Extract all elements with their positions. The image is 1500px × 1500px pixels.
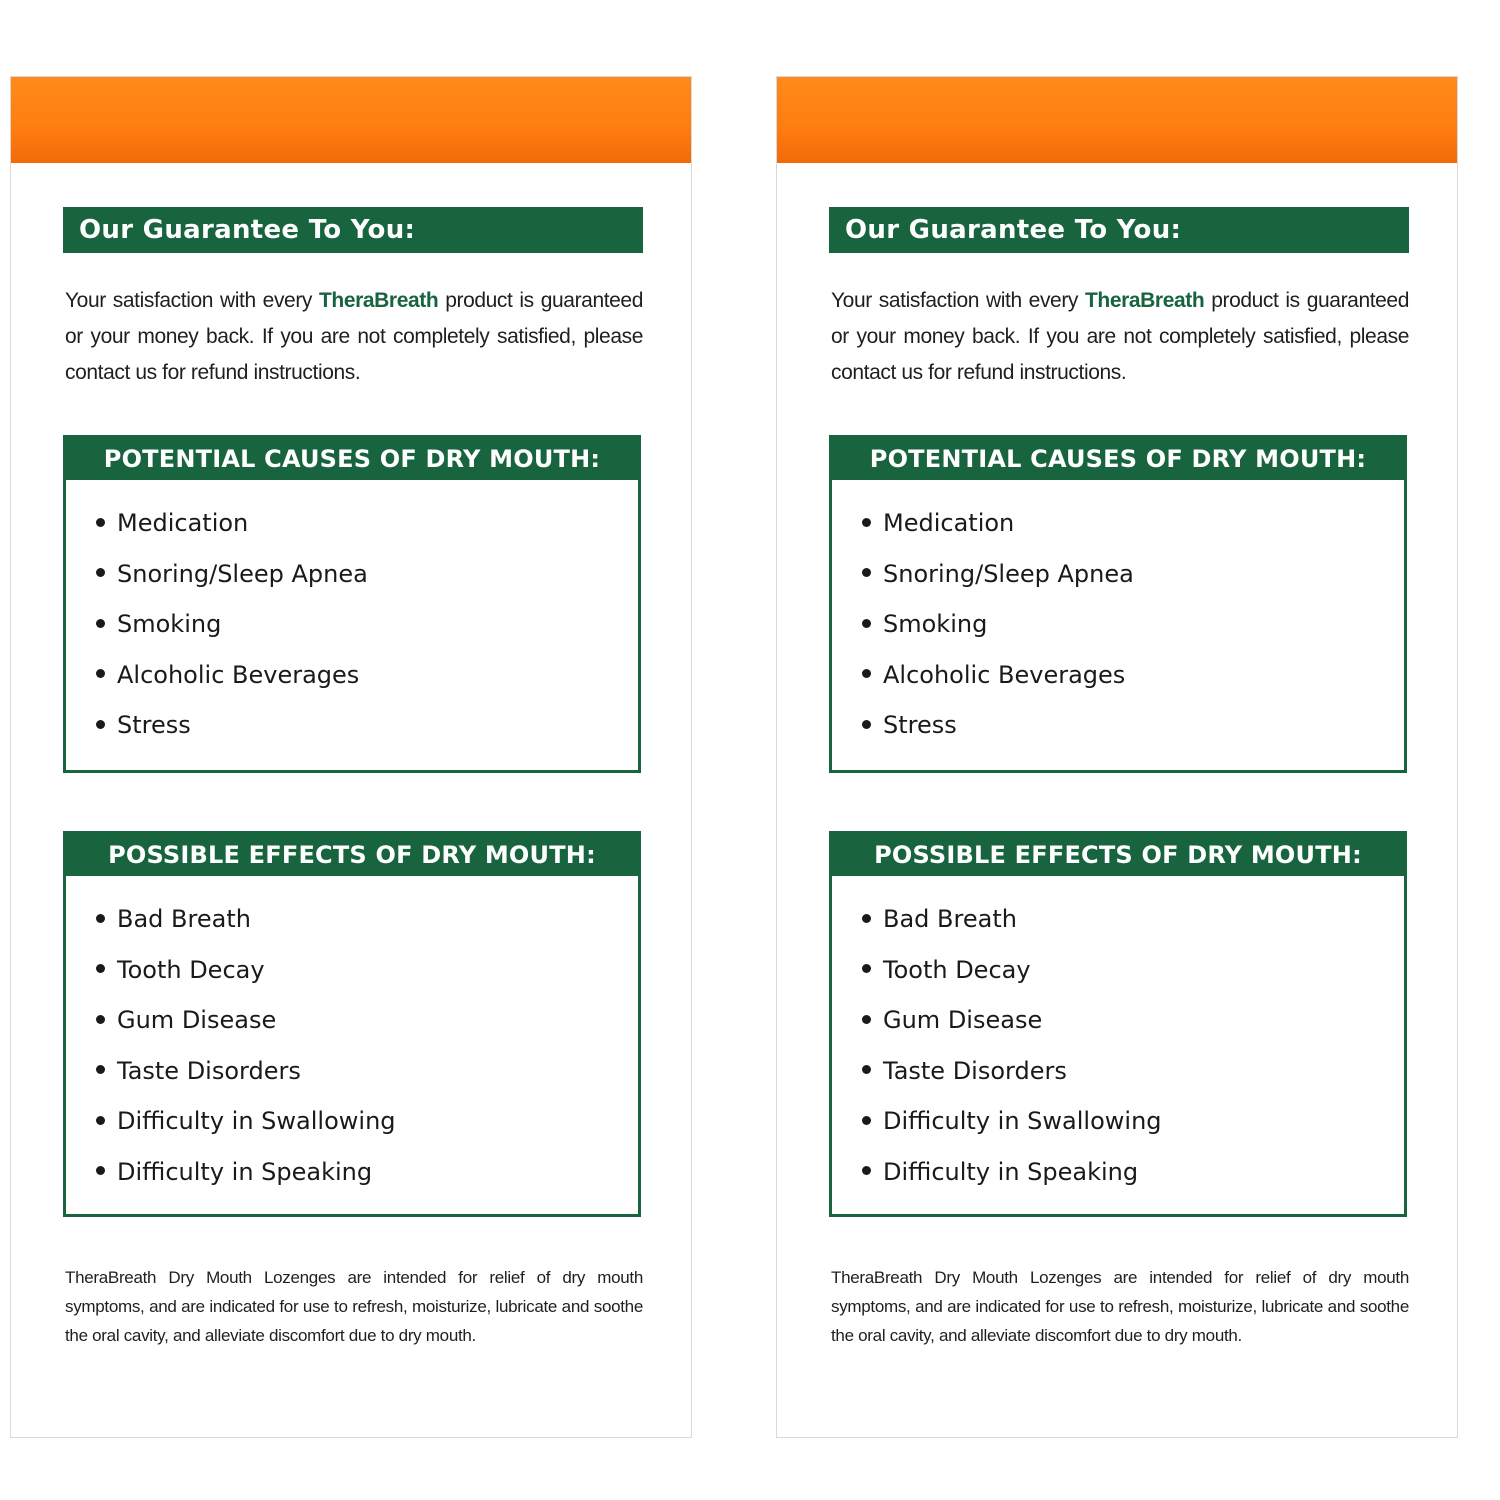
bullet-icon: [862, 914, 871, 923]
bullet-icon: [96, 1166, 105, 1175]
effect-label: Difficulty in Swallowing: [117, 1107, 396, 1135]
list-item: [96, 945, 638, 996]
cause-label: Alcoholic Beverages: [117, 660, 360, 689]
orange-header-band: [777, 77, 1457, 163]
effect-label: Bad Breath: [117, 905, 251, 933]
list-item: [96, 700, 638, 751]
list-item: [862, 650, 1404, 701]
causes-list: [66, 480, 638, 751]
bullet-icon: [862, 964, 871, 973]
list-item: [96, 1096, 638, 1147]
bullet-icon: [862, 669, 871, 678]
effect-label: Gum Disease: [883, 1006, 1043, 1034]
bullet-icon: [96, 720, 105, 729]
cause-label: Medication: [883, 509, 1015, 537]
bullet-icon: [862, 1065, 871, 1074]
bullet-icon: [96, 964, 105, 973]
effects-title: POSSIBLE EFFECTS OF DRY MOUTH:: [66, 834, 638, 876]
effect-label: Taste Disorders: [117, 1056, 301, 1085]
bullet-icon: [862, 518, 871, 527]
effect-label: Gum Disease: [117, 1006, 277, 1034]
guarantee-text-post: product is guaranteed or your money back. If you are not completely satisfied, please contact us for refund instructions.: [65, 289, 643, 384]
bullet-icon: [96, 669, 105, 678]
bullet-icon: [96, 568, 105, 577]
list-item: [862, 498, 1404, 549]
list-item: [862, 1046, 1404, 1097]
list-item: [96, 995, 638, 1046]
bullet-icon: [862, 720, 871, 729]
guarantee-text: [65, 283, 643, 391]
cause-label: Alcoholic Beverages: [883, 660, 1126, 689]
bullet-icon: [862, 1015, 871, 1024]
list-item: [96, 894, 638, 945]
list-item: [862, 894, 1404, 945]
brand-name: TheraBreath: [318, 289, 439, 312]
effects-box: [63, 831, 641, 1217]
bullet-icon: [96, 1065, 105, 1074]
effect-label: Tooth Decay: [117, 955, 265, 984]
effect-label: Difficulty in Speaking: [883, 1157, 1139, 1186]
effects-title: POSSIBLE EFFECTS OF DRY MOUTH:: [832, 834, 1404, 876]
effect-label: Taste Disorders: [883, 1056, 1067, 1085]
list-item: [862, 995, 1404, 1046]
guarantee-text-pre: Your satisfaction with every: [831, 289, 1085, 312]
guarantee-text-post: product is guaranteed or your money back. If you are not completely satisfied, please contact us for refund instructions.: [831, 289, 1409, 384]
guarantee-text-pre: Your satisfaction with every: [65, 289, 319, 312]
label-panel-right: [776, 76, 1458, 1438]
list-item: [862, 1096, 1404, 1147]
cause-label: Snoring/Sleep Apnea: [883, 559, 1134, 588]
bullet-icon: [96, 1116, 105, 1125]
cause-label: Medication: [117, 509, 249, 537]
effect-label: Difficulty in Swallowing: [883, 1107, 1162, 1135]
list-item: [862, 599, 1404, 650]
list-item: [96, 1147, 638, 1198]
list-item: [862, 549, 1404, 600]
bullet-icon: [862, 619, 871, 628]
label-panel-left: [10, 76, 692, 1438]
list-item: [96, 650, 638, 701]
list-item: [862, 700, 1404, 751]
list-item: [96, 1046, 638, 1097]
effects-box: [829, 831, 1407, 1217]
bullet-icon: [862, 1166, 871, 1175]
list-item: [862, 1147, 1404, 1198]
cause-label: Stress: [883, 711, 957, 739]
cause-label: Smoking: [883, 610, 988, 638]
effect-label: Difficulty in Speaking: [117, 1157, 373, 1186]
brand-name: TheraBreath: [1084, 289, 1205, 312]
guarantee-title: Our Guarantee To You:: [829, 207, 1409, 253]
effect-label: Tooth Decay: [883, 955, 1031, 984]
list-item: [862, 945, 1404, 996]
bullet-icon: [96, 518, 105, 527]
list-item: [96, 498, 638, 549]
bullet-icon: [96, 1015, 105, 1024]
cause-label: Snoring/Sleep Apnea: [117, 559, 368, 588]
cause-label: Stress: [117, 711, 191, 739]
effects-list: [66, 876, 638, 1197]
bullet-icon: [862, 568, 871, 577]
cause-label: Smoking: [117, 610, 222, 638]
effects-list: [832, 876, 1404, 1197]
footer-disclaimer: TheraBreath Dry Mouth Lozenges are intended for relief of dry mouth symptoms, and are indicated for use to refresh, moisturize, lubricate and soothe the oral cavity, and alleviate discomfort due to dry mouth.: [65, 1268, 643, 1345]
effect-label: Bad Breath: [883, 905, 1017, 933]
causes-title: POTENTIAL CAUSES OF DRY MOUTH:: [66, 438, 638, 480]
footer-disclaimer: TheraBreath Dry Mouth Lozenges are intended for relief of dry mouth symptoms, and are indicated for use to refresh, moisturize, lubricate and soothe the oral cavity, and alleviate discomfort due to dry mouth.: [831, 1268, 1409, 1345]
causes-list: [832, 480, 1404, 751]
orange-header-band: [11, 77, 691, 163]
list-item: [96, 549, 638, 600]
bullet-icon: [96, 914, 105, 923]
bullet-icon: [862, 1116, 871, 1125]
guarantee-text: [831, 283, 1409, 391]
causes-box: [63, 435, 641, 773]
causes-title: POTENTIAL CAUSES OF DRY MOUTH:: [832, 438, 1404, 480]
bullet-icon: [96, 619, 105, 628]
guarantee-title: Our Guarantee To You:: [63, 207, 643, 253]
list-item: [96, 599, 638, 650]
causes-box: [829, 435, 1407, 773]
